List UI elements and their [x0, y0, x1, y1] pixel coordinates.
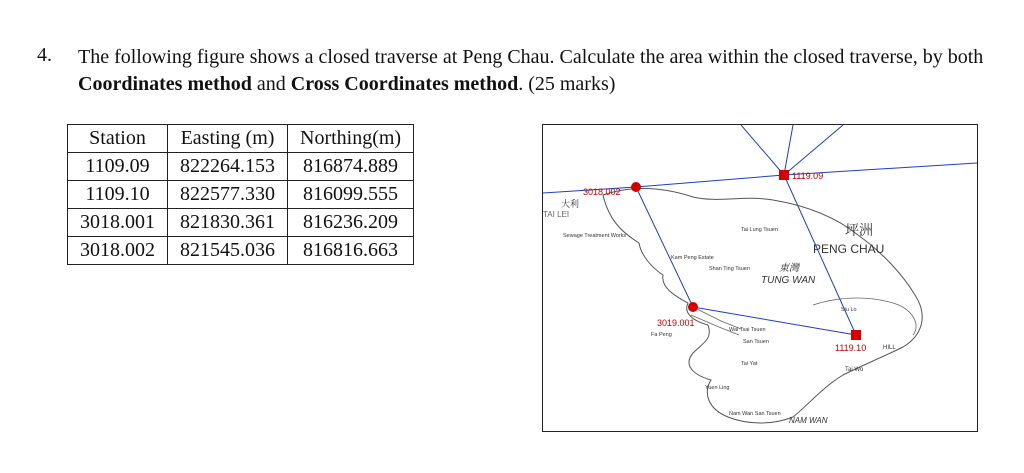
- label-tai-lei: TAI LEI: [543, 210, 570, 219]
- label-kam-peng: Kam Peng Estate: [671, 255, 714, 261]
- label-shan-ting: Shan Ting Tsuen: [709, 266, 750, 272]
- label-tai-yat: Tai Yat: [741, 361, 758, 367]
- label-sewage: Sewage Treatment Works: [563, 233, 627, 239]
- label-siu-lo: Siu Lo: [841, 307, 857, 313]
- cell-northing: 816099.555: [288, 181, 414, 209]
- header-northing: Northing(m): [288, 125, 414, 153]
- table-row: [68, 181, 414, 209]
- station-marker-3018-002: [631, 182, 641, 192]
- station-marker-1109-10: [851, 330, 861, 340]
- header-station: Station: [68, 125, 168, 153]
- station-label-1109-10: 1119.10: [835, 343, 867, 353]
- traverse-map-svg: [543, 125, 977, 431]
- table-header-row: [68, 125, 414, 153]
- label-nam-wan: NAM WAN: [789, 416, 828, 425]
- table-row: [68, 153, 414, 181]
- label-fa-peng: Fa Peng: [651, 332, 672, 338]
- cell-northing: 816816.663: [288, 237, 414, 265]
- question-text-part1: The following figure shows a closed traverse at Peng Chau. Calculate the area within the closed traverse, by both: [78, 46, 984, 68]
- label-peng-chau: PENG CHAU: [813, 242, 885, 256]
- table-row: [68, 209, 414, 237]
- question-bold-coordinates: Coordinates method: [78, 73, 252, 95]
- label-tai-lung: Tai Lung Tsuen: [741, 227, 778, 233]
- label-san-tsuen: San Tsuen: [743, 339, 769, 345]
- station-marker-1109-09: [779, 170, 789, 180]
- cell-station: 1109.10: [68, 181, 168, 209]
- question-text: [78, 44, 998, 98]
- traverse-line: [636, 187, 693, 307]
- label-tung-wan: TUNG WAN: [761, 275, 816, 286]
- sight-line: [741, 125, 784, 175]
- station-coordinates-table: [67, 124, 414, 265]
- label-tai-wo: Tai Wo: [845, 367, 864, 373]
- cell-northing: 816236.209: [288, 209, 414, 237]
- sight-line: [784, 125, 793, 175]
- label-yuen-ling: Yuen Ling: [705, 385, 730, 391]
- pier-line: [693, 307, 741, 329]
- station-label-3018-001: 3019.001: [657, 318, 695, 328]
- header-easting: Easting (m): [168, 125, 288, 153]
- cell-easting: 821830.361: [168, 209, 288, 237]
- question-bold-cross: Cross Coordinates method: [290, 73, 519, 95]
- label-nam-wan-san: Nam Wan San Tsuen: [729, 411, 781, 417]
- label-wai-tsai: Wai Tsai Tsuen: [729, 327, 766, 333]
- label-peng-chau-cn: 坪洲: [845, 222, 873, 238]
- label-tai-lei-cn: 大利: [561, 199, 580, 209]
- cell-station: 3018.001: [68, 209, 168, 237]
- station-marker-3018-001: [688, 302, 698, 312]
- question-number: 4.: [37, 44, 52, 66]
- cell-easting: 822577.330: [168, 181, 288, 209]
- traverse-map: [542, 124, 978, 432]
- sight-line: [784, 125, 843, 175]
- cell-station: 1109.09: [68, 153, 168, 181]
- station-label-3018-002: 3018.002: [583, 187, 621, 197]
- headland-outline: [813, 298, 916, 335]
- cell-northing: 816874.889: [288, 153, 414, 181]
- table-row: [68, 237, 414, 265]
- traverse-line: [693, 307, 856, 335]
- traverse-line: [636, 175, 784, 187]
- cell-easting: 821545.036: [168, 237, 288, 265]
- label-tung-wan-cn: 東灣: [779, 263, 799, 274]
- question-text-part3: . (25 marks): [518, 73, 616, 95]
- cell-station: 3018.002: [68, 237, 168, 265]
- island-coastline: [603, 188, 922, 423]
- station-label-1109-09: 1119.09: [792, 171, 824, 181]
- cell-easting: 822264.153: [168, 153, 288, 181]
- question-text-part2: and: [251, 73, 291, 95]
- label-hill: HILL: [883, 345, 896, 351]
